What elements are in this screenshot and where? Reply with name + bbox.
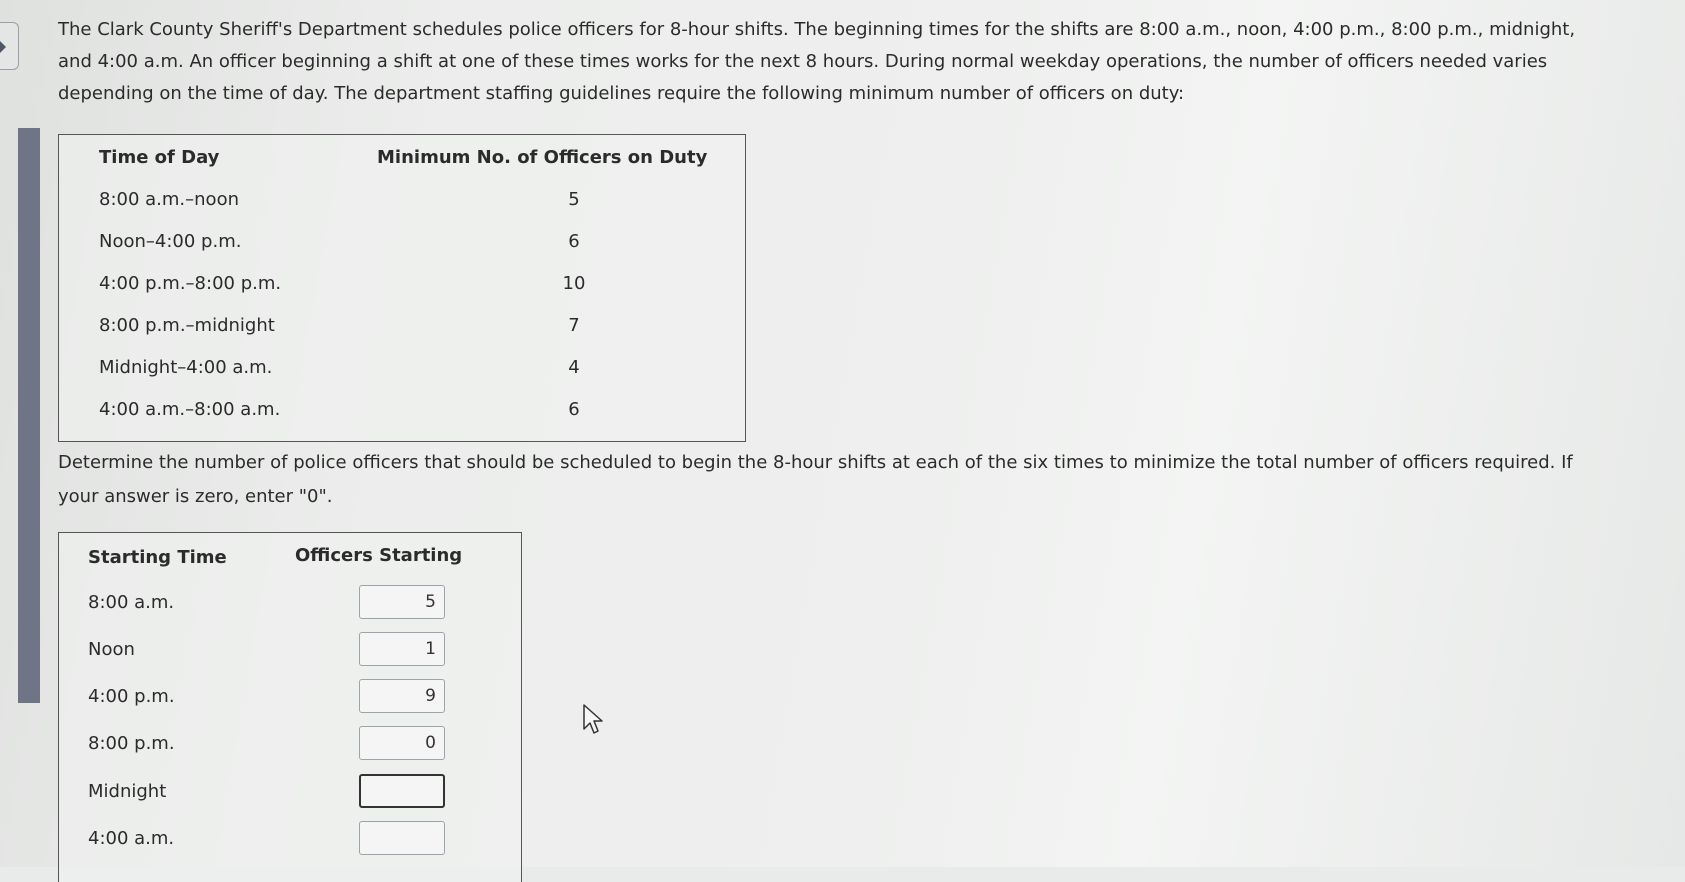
- requirements-table: [58, 134, 746, 442]
- starting-time-label: 8:00 p.m.: [88, 733, 175, 754]
- starting-time-label: 4:00 a.m.: [88, 828, 175, 849]
- min-officers-cell: 6: [568, 399, 580, 420]
- min-officers-cell: 7: [568, 315, 580, 336]
- table-row: [59, 181, 745, 221]
- mouse-pointer-icon: [582, 703, 608, 735]
- starting-time-label: Noon: [88, 639, 135, 660]
- time-of-day-cell: 4:00 a.m.–8:00 a.m.: [99, 399, 281, 420]
- officers-input-4am[interactable]: [359, 821, 445, 855]
- table-row: [59, 307, 745, 347]
- header-starting-time: Starting Time: [88, 547, 227, 568]
- officers-input-midnight[interactable]: [359, 774, 445, 808]
- side-panel-toggle[interactable]: [0, 22, 19, 70]
- time-of-day-cell: Noon–4:00 p.m.: [99, 231, 242, 252]
- table-row: [59, 630, 521, 674]
- officers-input-noon[interactable]: [359, 632, 445, 666]
- time-of-day-cell: 8:00 a.m.–noon: [99, 189, 239, 210]
- min-officers-cell: 10: [562, 273, 586, 294]
- min-officers-cell: 4: [568, 357, 580, 378]
- starting-time-label: 4:00 p.m.: [88, 686, 175, 707]
- officers-input-8pm[interactable]: [359, 726, 445, 760]
- answer-table: [58, 532, 522, 882]
- problem-intro: The Clark County Sheriff's Department schedules police officers for 8-hour shifts. The beginning times for the shifts are 8:00 a.m., noon, 4:00 p.m., 8:00 p.m., midnight, and 4:00 a.m. An officer beginning a shift at one of these times works for the next 8 hours. During normal weekday operations, the number of officers needed varies depending on the time of day. The department staffing guidelines require the following minimum number of officers on duty:: [58, 19, 1576, 104]
- time-of-day-cell: 8:00 p.m.–midnight: [99, 315, 275, 336]
- time-of-day-cell: 4:00 p.m.–8:00 p.m.: [99, 273, 282, 294]
- table-row: [59, 819, 521, 863]
- min-officers-cell: 6: [568, 231, 580, 252]
- officers-input-4pm[interactable]: [359, 679, 445, 713]
- starting-time-label: Midnight: [88, 781, 167, 802]
- table-row: [59, 391, 745, 431]
- question-accent-bar: [18, 128, 40, 703]
- question-content: [58, 14, 1618, 849]
- table-row: [59, 349, 745, 389]
- header-min-officers: Minimum No. of Officers on Duty: [377, 147, 708, 168]
- table-row: [59, 677, 521, 721]
- table-row: [59, 724, 521, 768]
- table-row: [59, 772, 521, 816]
- table-row: [59, 265, 745, 305]
- question-prompt: Determine the number of police officers that should be scheduled to begin the 8-hour shifts at each of the six times to minimize the total number of officers required. If your answer is zero, enter "0".: [58, 452, 1573, 507]
- starting-time-label: 8:00 a.m.: [88, 592, 175, 613]
- header-officers-starting: Officers Starting: [295, 545, 463, 566]
- min-officers-cell: 5: [568, 189, 580, 210]
- officers-input-8am[interactable]: [359, 585, 445, 619]
- header-time-of-day: Time of Day: [99, 147, 220, 168]
- table-row: [59, 583, 521, 627]
- answer-header-row: [59, 537, 521, 581]
- requirements-header-row: [59, 139, 745, 179]
- table-row: [59, 223, 745, 263]
- time-of-day-cell: Midnight–4:00 a.m.: [99, 357, 273, 378]
